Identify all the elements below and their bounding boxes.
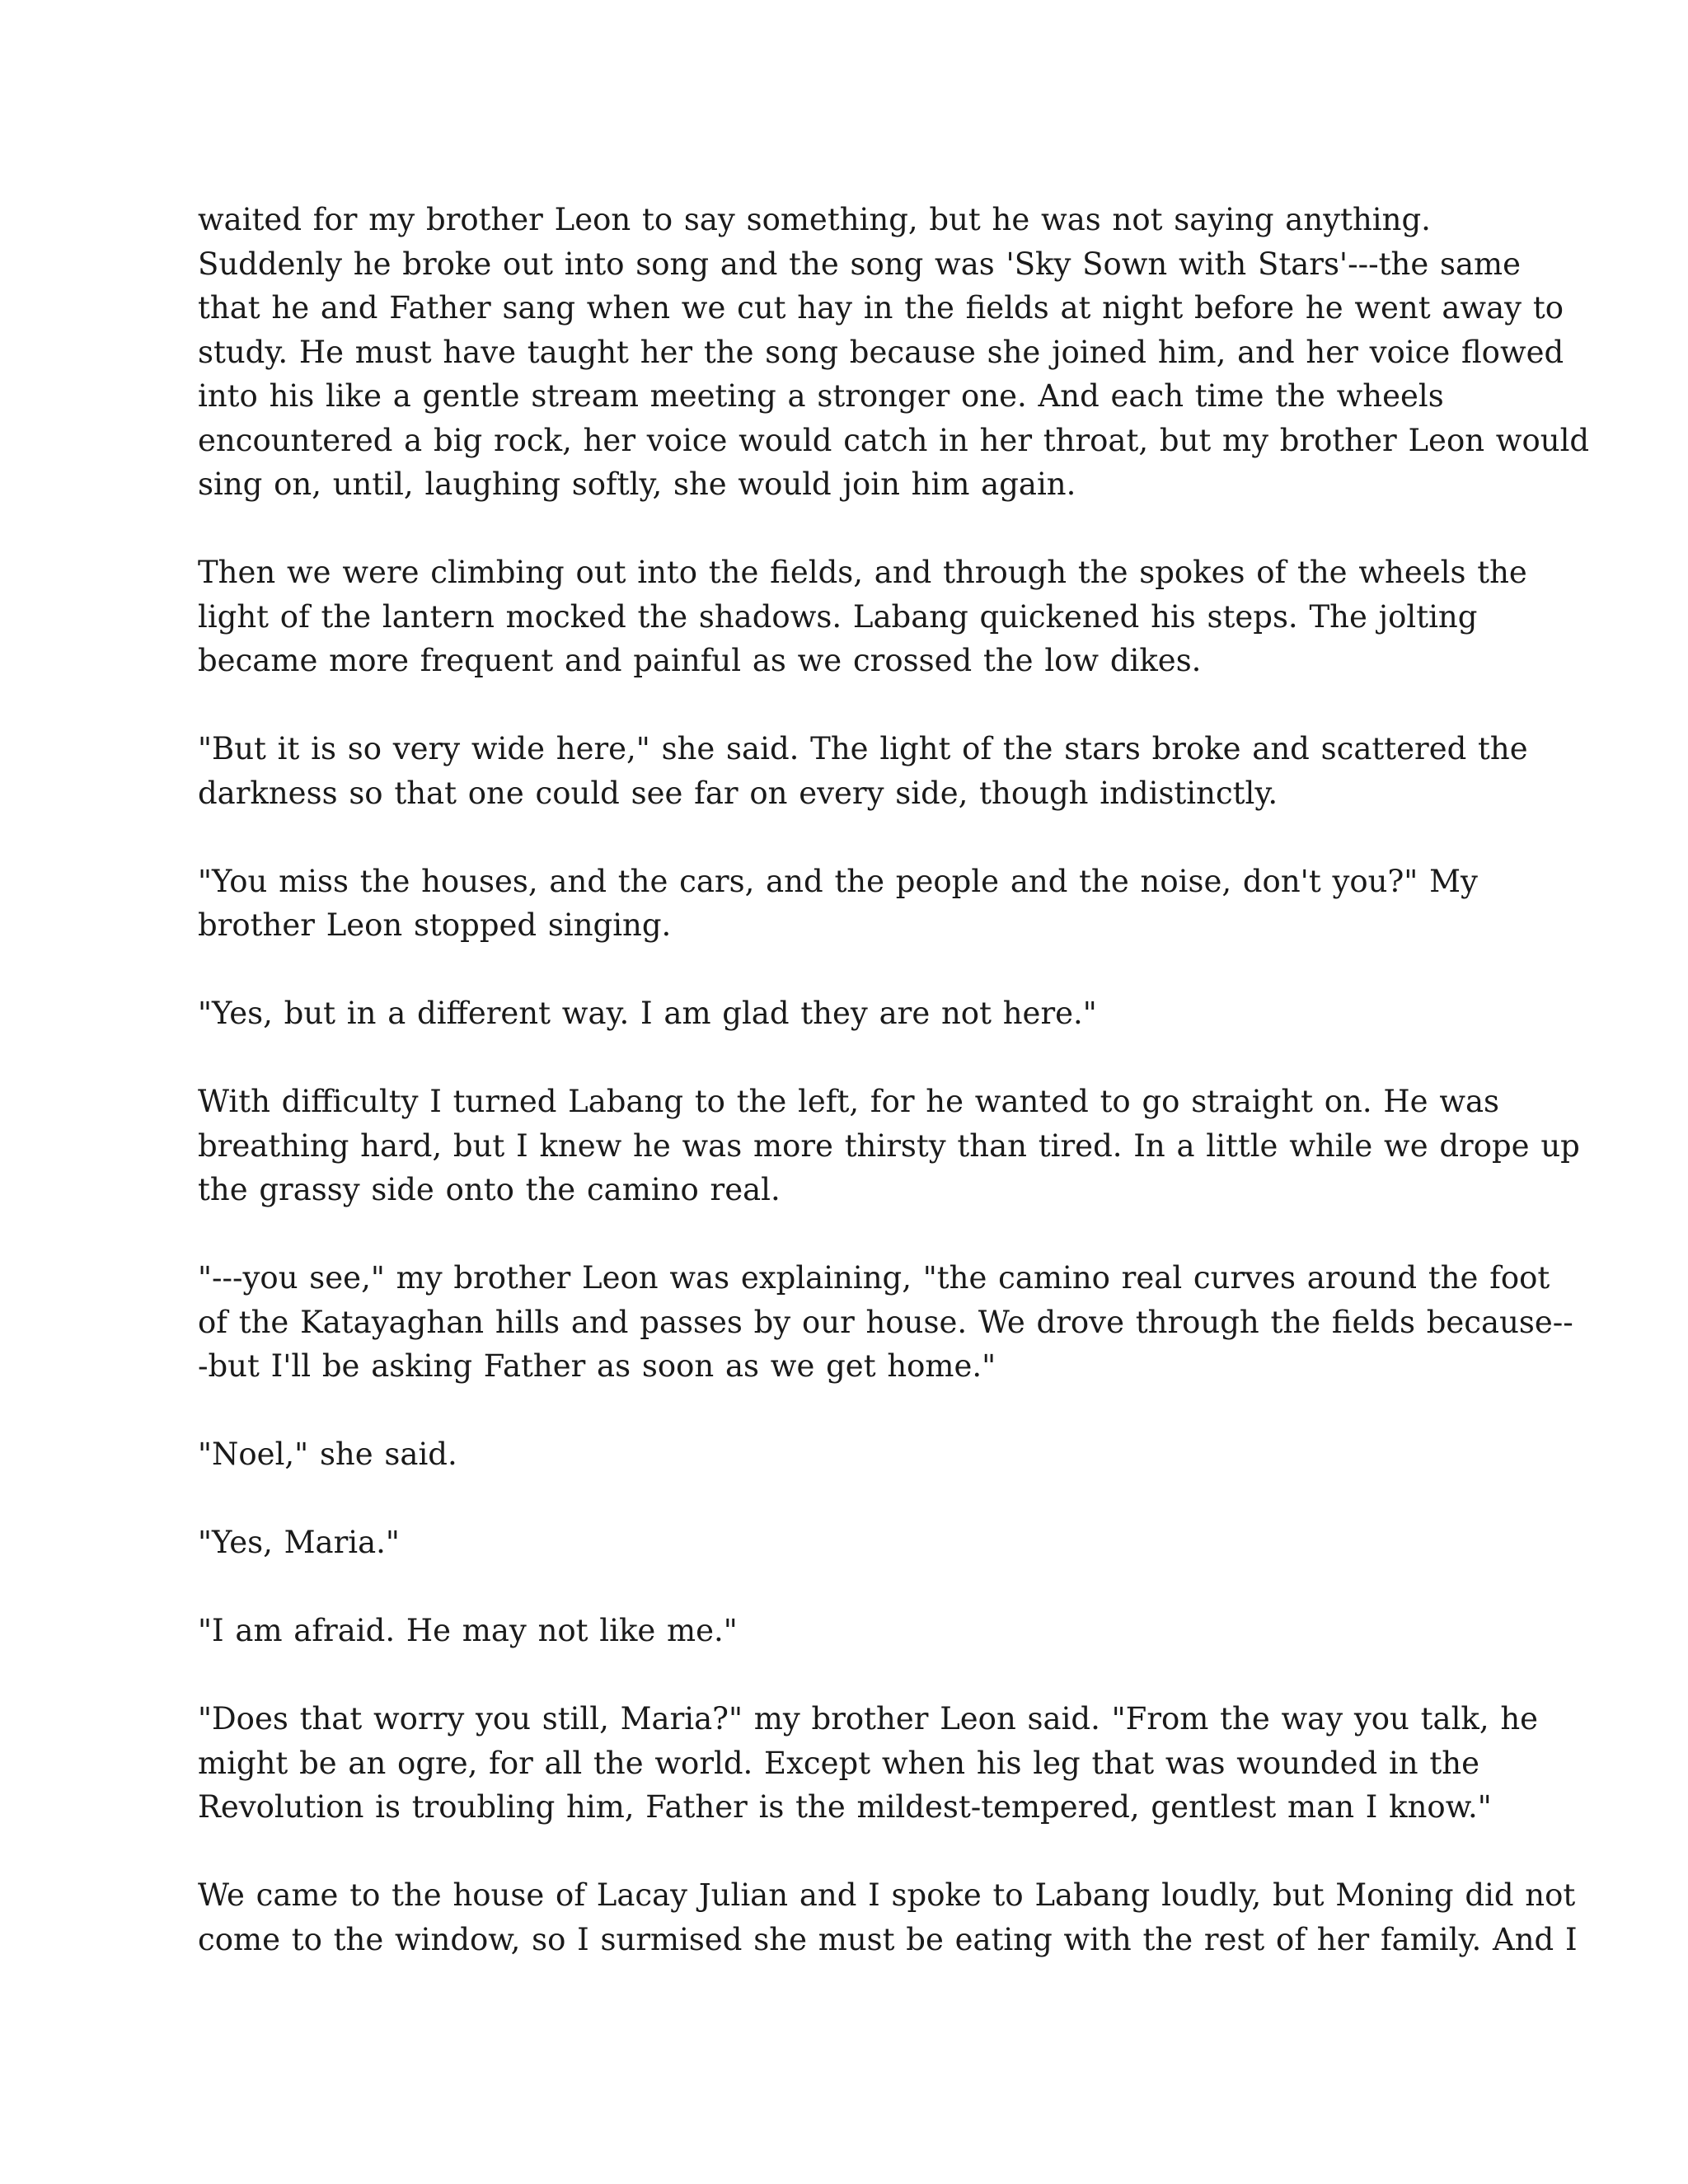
paragraph bbox=[198, 551, 1527, 683]
paragraph-gap bbox=[198, 948, 1484, 992]
text-line: breathing hard, but I knew he was more thirsty than tired. In a little while we drope up bbox=[198, 1127, 1580, 1164]
text-line: might be an ogre, for all the world. Except when his leg that was wounded in the bbox=[198, 1745, 1479, 1781]
paragraph bbox=[198, 1256, 1573, 1389]
text-line: "I am afraid. He may not like me." bbox=[198, 1613, 738, 1648]
text-line: study. He must have taught her the song because she joined him, and her voice flowed bbox=[198, 334, 1564, 370]
text-line: of the Katayaghan hills and passes by our house. We drove through the fields because-- bbox=[198, 1304, 1573, 1340]
paragraph-gap bbox=[198, 683, 1484, 728]
text-line: "Yes, but in a different way. I am glad they are not here." bbox=[198, 996, 1097, 1031]
paragraph-gap bbox=[198, 1565, 1484, 1610]
paragraph-gap bbox=[198, 1830, 1484, 1874]
paragraph bbox=[198, 727, 1528, 815]
paragraph-gap bbox=[198, 1212, 1484, 1257]
text-line: into his like a gentle stream meeting a stronger one. And each time the wheels bbox=[198, 378, 1444, 414]
text-line: "You miss the houses, and the cars, and the people and the noise, don't you?" My bbox=[198, 863, 1478, 899]
text-line: darkness so that one could see far on every side, though indistinctly. bbox=[198, 775, 1278, 811]
paragraph bbox=[198, 1873, 1578, 1961]
paragraph-gap bbox=[198, 507, 1484, 551]
text-line: "Yes, Maria." bbox=[198, 1525, 400, 1560]
text-line: "Does that worry you still, Maria?" my brother Leon said. "From the way you talk, he bbox=[198, 1701, 1539, 1736]
text-line: waited for my brother Leon to say something, but he was not saying anything. bbox=[198, 202, 1431, 237]
text-line: encountered a big rock, her voice would catch in her throat, but my brother Leon would bbox=[198, 422, 1590, 458]
story-text bbox=[198, 198, 1590, 1961]
text-line: sing on, until, laughing softly, she would join him again. bbox=[198, 466, 1076, 502]
text-line: became more frequent and painful as we crossed the low dikes. bbox=[198, 643, 1202, 678]
paragraph-gap bbox=[198, 815, 1484, 860]
paragraph bbox=[198, 1609, 1484, 1653]
paragraph-gap bbox=[198, 1389, 1484, 1433]
text-line: Suddenly he broke out into song and the song was 'Sky Sown with Stars'---the same bbox=[198, 246, 1521, 282]
text-line: With difficulty I turned Labang to the left, for he wanted to go straight on. He was bbox=[198, 1084, 1500, 1119]
text-line: Revolution is troubling him, Father is the mildest-tempered, gentlest man I know." bbox=[198, 1789, 1492, 1825]
text-line: "Noel," she said. bbox=[198, 1436, 457, 1472]
text-line: "---you see," my brother Leon was explaining, "the camino real curves around the foot bbox=[198, 1260, 1550, 1296]
text-line: come to the window, so I surmised she must be eating with the rest of her family. And I bbox=[198, 1921, 1578, 1957]
paragraph bbox=[198, 1432, 1484, 1477]
text-line: We came to the house of Lacay Julian and I spoke to Labang loudly, but Moning did not bbox=[198, 1877, 1576, 1913]
paragraph bbox=[198, 991, 1484, 1036]
text-line: brother Leon stopped singing. bbox=[198, 907, 672, 943]
paragraph bbox=[198, 198, 1590, 507]
text-line: the grassy side onto the camino real. bbox=[198, 1172, 781, 1207]
paragraph bbox=[198, 1080, 1580, 1212]
paragraph bbox=[198, 860, 1484, 948]
paragraph-gap bbox=[198, 1477, 1484, 1521]
text-line: -but I'll be asking Father as soon as we get home." bbox=[198, 1348, 996, 1384]
paragraph-gap bbox=[198, 1653, 1484, 1698]
paragraph bbox=[198, 1521, 1484, 1565]
text-line: Then we were climbing out into the fields, and through the spokes of the wheels the bbox=[198, 555, 1527, 590]
paragraph-gap bbox=[198, 1036, 1484, 1080]
paragraph bbox=[198, 1697, 1539, 1830]
text-line: "But it is so very wide here," she said. The light of the stars broke and scattered the bbox=[198, 731, 1528, 766]
text-line: that he and Father sang when we cut hay in the fields at night before he went away to bbox=[198, 290, 1564, 326]
text-line: light of the lantern mocked the shadows. Labang quickened his steps. The jolting bbox=[198, 598, 1478, 635]
